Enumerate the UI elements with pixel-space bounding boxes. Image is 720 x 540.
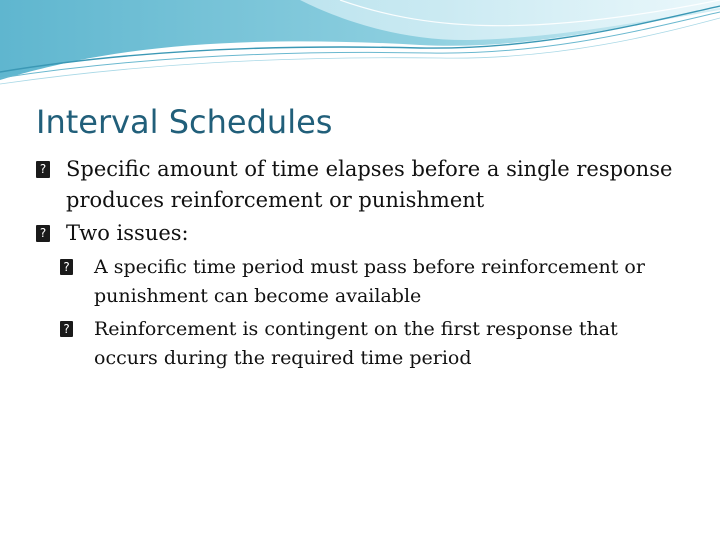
missing-glyph-icon <box>36 161 50 178</box>
bullet-item <box>36 218 686 249</box>
missing-glyph-icon <box>60 259 73 275</box>
bullet-list <box>36 154 686 377</box>
header-wave-decoration <box>0 0 720 90</box>
bullet-text: Specific amount of time elapses before a single response produces reinforcement or punishment <box>66 157 673 212</box>
sub-bullet-text: Reinforcement is contingent on the first response that occurs during the required time period <box>94 318 618 369</box>
slide-title: Interval Schedules <box>36 103 333 141</box>
sub-bullet-item <box>36 315 686 373</box>
sub-bullet-text: A specific time period must pass before reinforcement or punishment can become available <box>94 256 645 307</box>
sub-bullet-item <box>36 253 686 311</box>
missing-glyph-icon <box>36 225 50 242</box>
missing-glyph-icon <box>60 321 73 337</box>
bullet-item <box>36 154 686 216</box>
bullet-text: Two issues: <box>66 221 189 245</box>
